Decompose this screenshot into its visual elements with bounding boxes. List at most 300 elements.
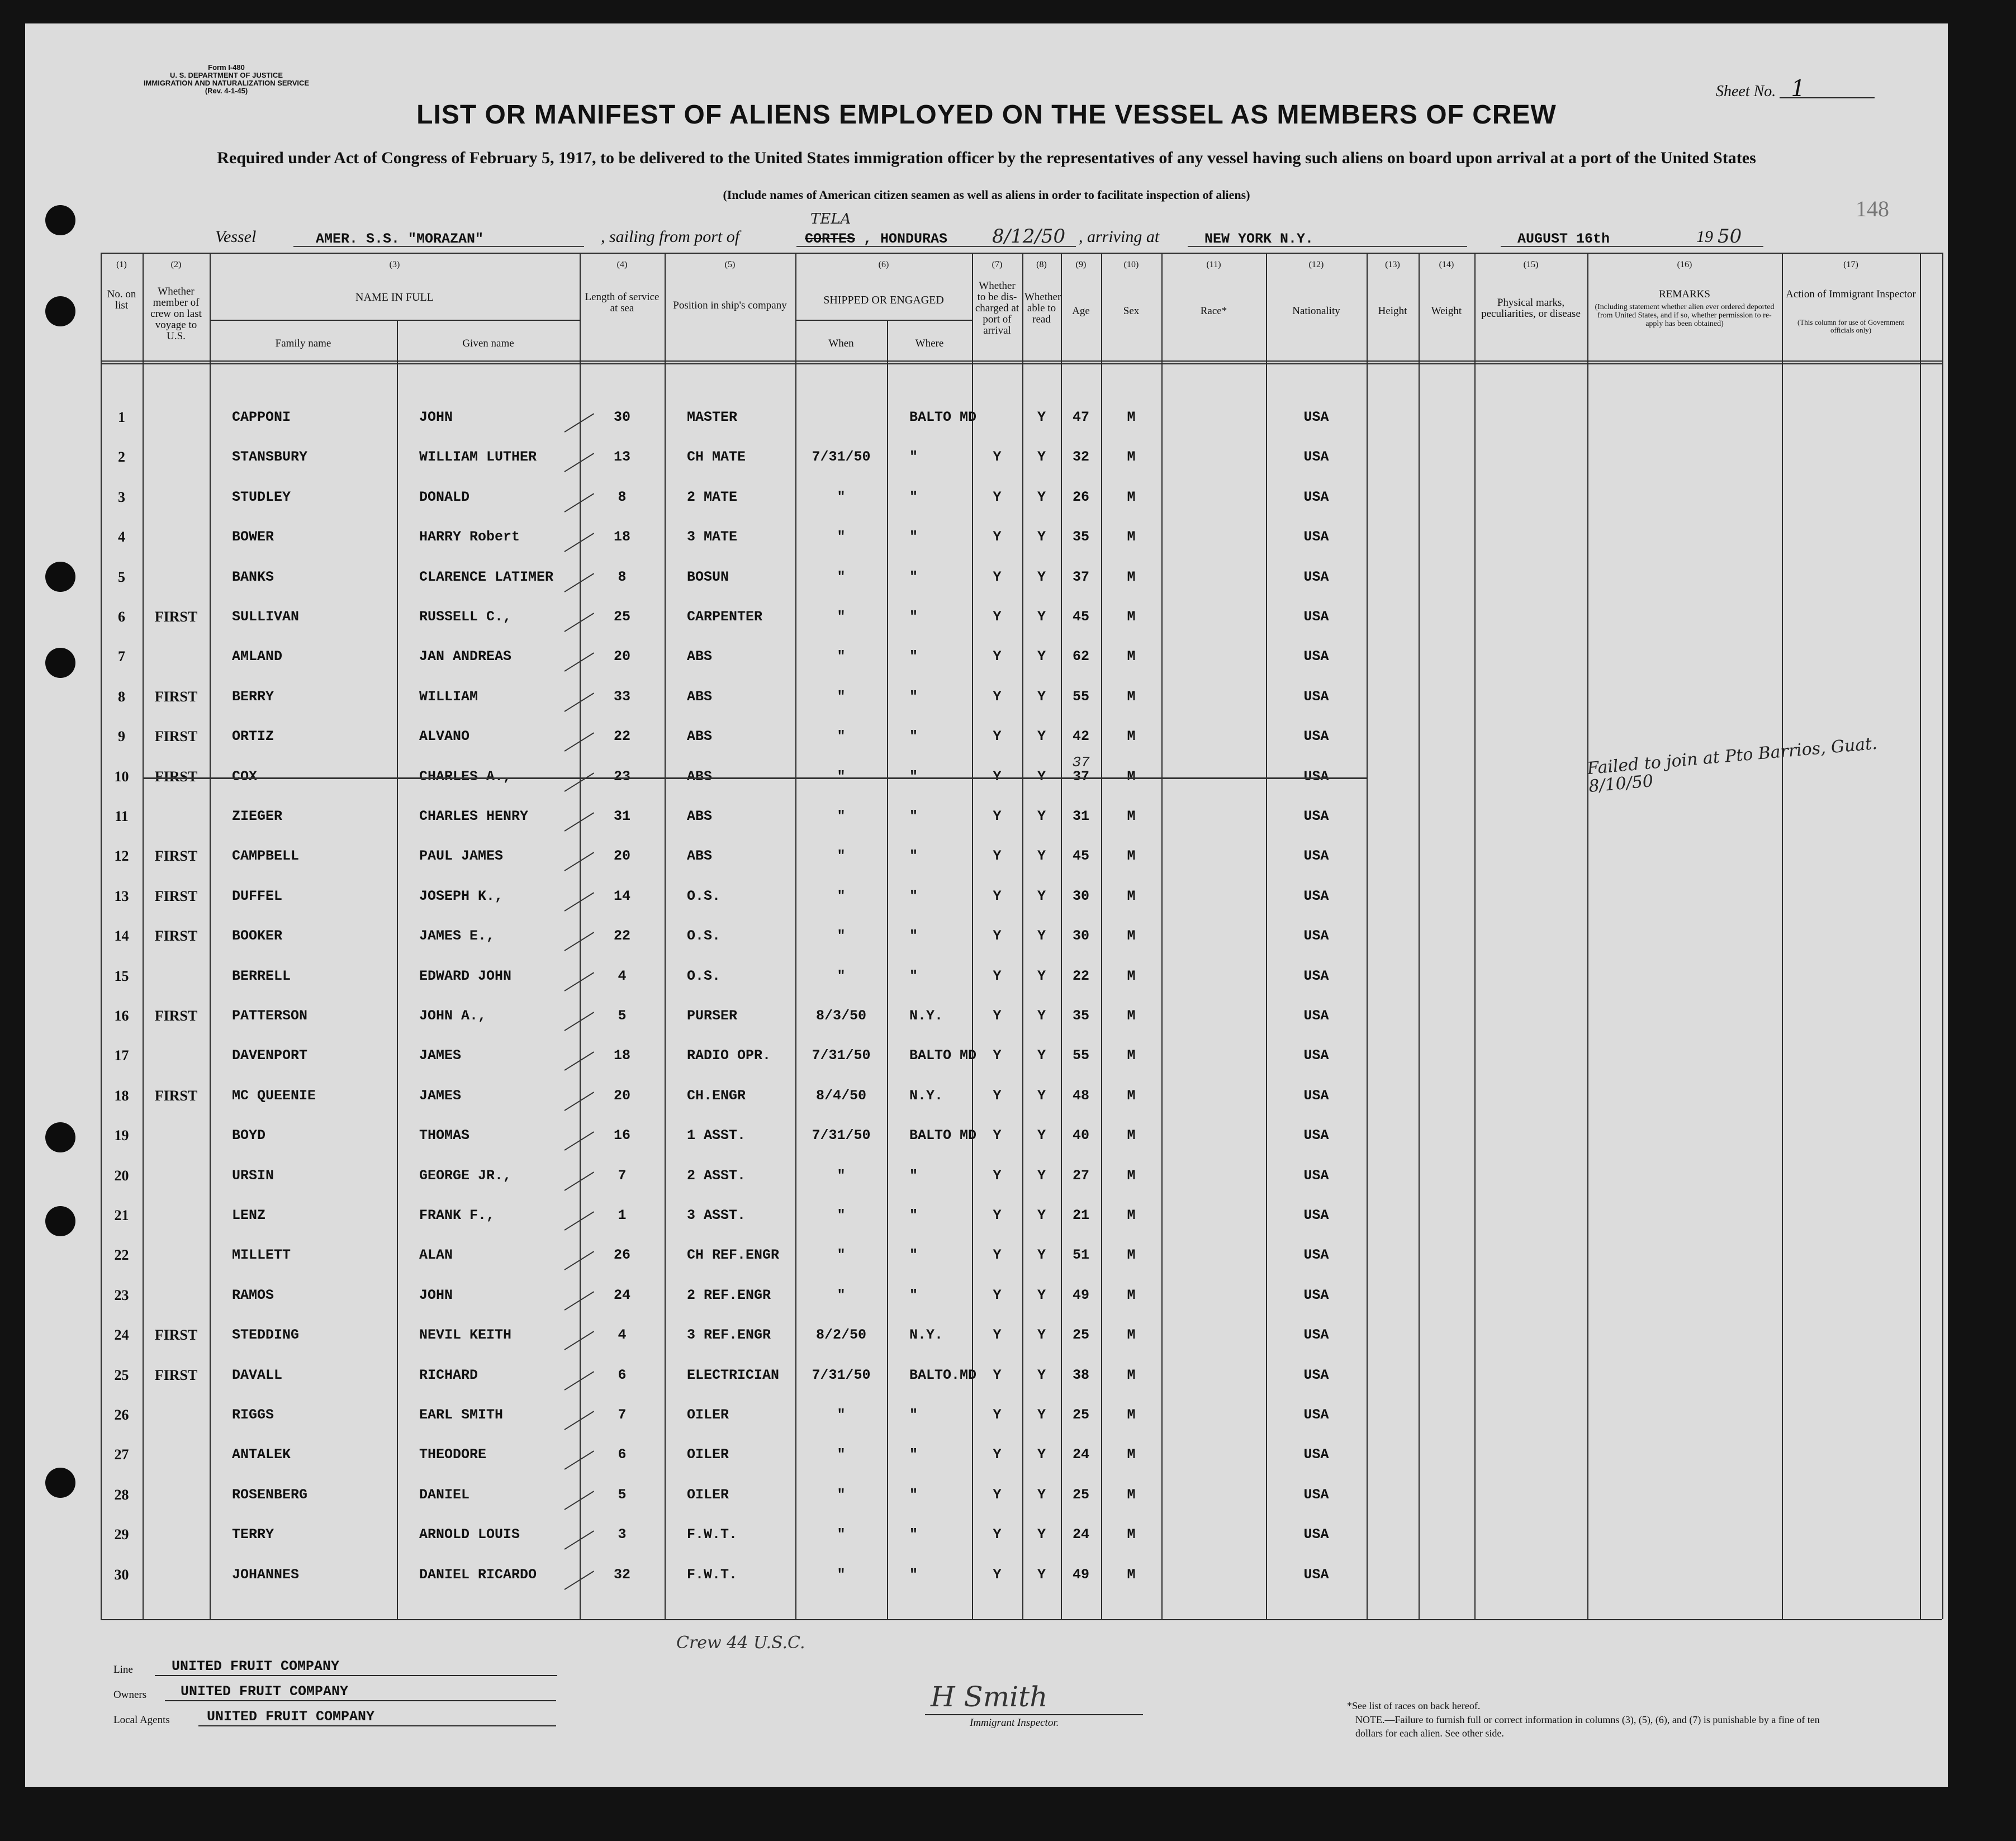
- row-sex: M: [1127, 1367, 1136, 1383]
- row-prev: FIRST: [154, 928, 198, 944]
- row-nationality: USA: [1303, 1367, 1329, 1383]
- underline: [1501, 246, 1763, 247]
- row-position: ABS: [687, 848, 713, 864]
- row-when: 7/31/50: [812, 1127, 871, 1143]
- row-service: 20: [613, 848, 630, 864]
- row-nationality: USA: [1303, 1446, 1329, 1463]
- row-sex: M: [1127, 1047, 1136, 1064]
- row-when: 8/2/50: [815, 1327, 866, 1343]
- row-when: 7/31/50: [812, 449, 871, 465]
- row-given: JOHN: [419, 1287, 453, 1303]
- row-read: Y: [1037, 1487, 1046, 1503]
- row-no: 1: [118, 409, 125, 425]
- row-prev: FIRST: [154, 1367, 198, 1383]
- row-nationality: USA: [1303, 1567, 1329, 1583]
- underline: [1188, 246, 1467, 247]
- row-sex: M: [1127, 1008, 1136, 1024]
- header-number-c16: (16): [1677, 260, 1692, 269]
- row-position: ABS: [687, 689, 713, 705]
- row-family: CAMPBELL: [232, 848, 300, 864]
- row-sex: M: [1127, 1247, 1136, 1263]
- row-given: GEORGE JR.,: [419, 1168, 512, 1184]
- row-where: ": [909, 928, 918, 944]
- row-no: 4: [118, 529, 125, 545]
- row-read: Y: [1037, 529, 1046, 545]
- header-number-c8: (8): [1036, 260, 1047, 269]
- row-no: 16: [114, 1008, 129, 1024]
- agents-value: UNITED FRUIT COMPANY: [207, 1709, 375, 1725]
- row-read: Y: [1037, 968, 1046, 984]
- row-nationality: USA: [1303, 728, 1329, 744]
- row-service: 23: [613, 768, 630, 785]
- row-prev: FIRST: [154, 728, 198, 744]
- row-no: 2: [118, 449, 125, 465]
- header-c8: Whether able to read: [1024, 291, 1061, 325]
- row-position: O.S.: [687, 888, 721, 904]
- column-rule: [210, 253, 211, 1619]
- row-service: 7: [618, 1407, 627, 1423]
- port-struck: CORTES: [805, 231, 856, 247]
- row-read: Y: [1037, 1526, 1046, 1543]
- row-read: Y: [1037, 768, 1046, 785]
- form-department: U. S. DEPARTMENT OF JUSTICE: [170, 71, 283, 79]
- agents-label: Local Agents: [113, 1714, 170, 1726]
- column-rule: [1942, 253, 1943, 1619]
- header-c1: No. on list: [107, 288, 136, 311]
- underline: [165, 1700, 556, 1701]
- row-family: STANSBURY: [232, 449, 308, 465]
- row-age: 35: [1072, 529, 1089, 545]
- row-where: ": [909, 1487, 918, 1503]
- row-discharge: Y: [993, 1327, 1002, 1343]
- row-prev: FIRST: [154, 768, 198, 785]
- row-given: FRANK F.,: [419, 1207, 495, 1223]
- row-no: 7: [118, 648, 125, 665]
- vessel-name: AMER. S.S. "MORAZAN": [316, 231, 484, 247]
- row-position: ABS: [687, 728, 713, 744]
- row-position: O.S.: [687, 968, 721, 984]
- row-service: 5: [618, 1008, 627, 1024]
- row-nationality: USA: [1303, 808, 1329, 824]
- row-position: OILER: [687, 1407, 729, 1423]
- row-no: 12: [114, 848, 129, 864]
- row-service: 18: [613, 1047, 630, 1064]
- row-service: 22: [613, 928, 630, 944]
- column-rule: [397, 320, 398, 1619]
- header-c5: Position in ship's company: [673, 300, 787, 311]
- row-age: 35: [1072, 1008, 1089, 1024]
- row-where: ": [909, 609, 918, 625]
- row-given: DANIEL: [419, 1487, 470, 1503]
- header-number-c2: (2): [170, 260, 182, 269]
- row-service: 8: [618, 489, 627, 505]
- row-family: BANKS: [232, 569, 274, 585]
- row-position: BOSUN: [687, 569, 729, 585]
- row-given: NEVIL KEITH: [419, 1327, 512, 1343]
- row-family: DUFFEL: [232, 888, 283, 904]
- row-when: ": [837, 1407, 846, 1423]
- header-c17: Action of Immigrant Inspector: [1786, 288, 1916, 300]
- row-where: ": [909, 1207, 918, 1223]
- row-where: ": [909, 968, 918, 984]
- row-service: 5: [618, 1487, 627, 1503]
- row-read: Y: [1037, 1207, 1046, 1223]
- header-c3: NAME IN FULL: [355, 291, 434, 303]
- row-service: 8: [618, 569, 627, 585]
- row-given: WILLIAM LUTHER: [419, 449, 537, 465]
- row-no: 11: [115, 808, 129, 824]
- header-c12: Nationality: [1292, 305, 1340, 317]
- row-service: 3: [618, 1526, 627, 1543]
- row-family: JOHANNES: [232, 1567, 300, 1583]
- punch-hole: [45, 1468, 75, 1498]
- row-nationality: USA: [1303, 1487, 1329, 1503]
- include-note: (Include names of American citizen seamen as well as aliens in order to facilitate inspection of aliens): [723, 188, 1250, 202]
- row-prev: FIRST: [154, 1008, 198, 1024]
- row-read: Y: [1037, 1088, 1046, 1104]
- row-nationality: USA: [1303, 569, 1329, 585]
- row-sex: M: [1127, 808, 1136, 824]
- row-discharge: Y: [993, 1008, 1002, 1024]
- row-family: BOOKER: [232, 928, 283, 944]
- table-bottom-rule: [101, 1619, 1942, 1620]
- row-no: 10: [114, 768, 129, 785]
- row-read: Y: [1037, 689, 1046, 705]
- row-position: 2 REF.ENGR: [687, 1287, 771, 1303]
- row-age: 30: [1072, 888, 1089, 904]
- row-family: AMLAND: [232, 648, 283, 665]
- owners-label: Owners: [113, 1689, 147, 1701]
- row-family: LENZ: [232, 1207, 266, 1223]
- row-where: ": [909, 768, 918, 785]
- row-age: 62: [1072, 648, 1089, 665]
- row-given: PAUL JAMES: [419, 848, 504, 864]
- port-correction: TELA: [810, 211, 851, 227]
- column-rule: [1920, 253, 1921, 1619]
- row-family: RIGGS: [232, 1407, 274, 1423]
- penalty-note: [1355, 1713, 1836, 1740]
- row-family: BERRY: [232, 689, 274, 705]
- header-c7: Whether to be dis-charged at port of arrival: [975, 280, 1019, 336]
- row-age: 24: [1072, 1446, 1089, 1463]
- row-where: BALTO MD: [909, 1127, 977, 1143]
- row-read: Y: [1037, 1247, 1046, 1263]
- row-no: 24: [114, 1327, 129, 1343]
- table-header-rule: [101, 363, 1942, 364]
- row-read: Y: [1037, 1127, 1046, 1143]
- row-where: ": [909, 689, 918, 705]
- row-where: ": [909, 848, 918, 864]
- row-age: 27: [1072, 1168, 1089, 1184]
- row-sex: M: [1127, 728, 1136, 744]
- manifest-sheet: [25, 23, 1948, 1787]
- row-family: PATTERSON: [232, 1008, 308, 1024]
- row-when: ": [837, 968, 846, 984]
- name-subheader-rule: [210, 320, 580, 321]
- row-read: Y: [1037, 609, 1046, 625]
- row-service: 4: [618, 968, 627, 984]
- row-read: Y: [1037, 848, 1046, 864]
- row-no: 30: [114, 1567, 129, 1583]
- year-suffix: 50: [1718, 225, 1742, 248]
- header-c6: SHIPPED OR ENGAGED: [823, 294, 944, 306]
- row-sex: M: [1127, 888, 1136, 904]
- row-position: 1 ASST.: [687, 1127, 746, 1143]
- header-c6a: When: [828, 338, 854, 349]
- row-age: 26: [1072, 489, 1089, 505]
- row-given: JOSEPH K.,: [419, 888, 504, 904]
- row-when: 8/3/50: [815, 1008, 866, 1024]
- column-rule: [887, 320, 888, 1619]
- row-discharge: Y: [993, 808, 1002, 824]
- row-sex: M: [1127, 609, 1136, 625]
- row-read: Y: [1037, 489, 1046, 505]
- row-family: URSIN: [232, 1168, 274, 1184]
- sheet-value: 1: [1780, 80, 1875, 98]
- row-no: 14: [114, 928, 129, 944]
- underline: [198, 1725, 556, 1726]
- row-when: ": [837, 1287, 846, 1303]
- row-nationality: USA: [1303, 489, 1329, 505]
- shipped-subheader-rule: [795, 320, 972, 321]
- form-revision: (Rev. 4-1-45): [205, 87, 248, 95]
- row-no: 13: [114, 888, 129, 904]
- row-nationality: USA: [1303, 1047, 1329, 1064]
- row-nationality: USA: [1303, 1287, 1329, 1303]
- row-nationality: USA: [1303, 529, 1329, 545]
- row-where: ": [909, 569, 918, 585]
- row-when: 8/4/50: [815, 1088, 866, 1104]
- row-service: 1: [618, 1207, 627, 1223]
- row-where: ": [909, 1567, 918, 1583]
- arrival-date: AUGUST 16th: [1517, 231, 1610, 247]
- row-when: ": [837, 848, 846, 864]
- column-rule: [665, 253, 666, 1619]
- row-discharge: Y: [993, 609, 1002, 625]
- underline: [155, 1675, 557, 1676]
- row-sex: M: [1127, 449, 1136, 465]
- row-service: 18: [613, 529, 630, 545]
- row-discharge: Y: [993, 1367, 1002, 1383]
- row-nationality: USA: [1303, 768, 1329, 785]
- row-nationality: USA: [1303, 1407, 1329, 1423]
- row-age: 38: [1072, 1367, 1089, 1383]
- header-c10: Sex: [1123, 305, 1140, 317]
- row-where: N.Y.: [909, 1088, 943, 1104]
- row-sex: M: [1127, 689, 1136, 705]
- arriving-label: , arriving at: [1079, 227, 1160, 246]
- form-identifier: [109, 64, 344, 95]
- row-service: 6: [618, 1446, 627, 1463]
- row-family: COX: [232, 768, 258, 785]
- row-prev: FIRST: [154, 1088, 198, 1104]
- header-number-c5: (5): [724, 260, 736, 269]
- row-given: EDWARD JOHN: [419, 968, 512, 984]
- punch-hole: [45, 648, 75, 678]
- header-c3b: Given name: [462, 338, 514, 349]
- row-service: 14: [613, 888, 630, 904]
- row-where: ": [909, 888, 918, 904]
- row-discharge: Y: [993, 968, 1002, 984]
- row-read: Y: [1037, 888, 1046, 904]
- row-age: 37: [1072, 768, 1089, 785]
- row-no: 23: [114, 1287, 129, 1303]
- row-given: CLARENCE LATIMER: [419, 569, 554, 585]
- row-sex: M: [1127, 1168, 1136, 1184]
- crew-note: Crew 44 U.S.C.: [676, 1633, 805, 1653]
- row-where: N.Y.: [909, 1008, 943, 1024]
- row-nationality: USA: [1303, 1247, 1329, 1263]
- row-age: 25: [1072, 1487, 1089, 1503]
- row-sex: M: [1127, 848, 1136, 864]
- row-when: 7/31/50: [812, 1367, 871, 1383]
- row-where: ": [909, 1287, 918, 1303]
- row-family: ZIEGER: [232, 808, 283, 824]
- row-where: BALTO MD: [909, 1047, 977, 1064]
- row-no: 19: [114, 1127, 129, 1143]
- row-when: 7/31/50: [812, 1047, 871, 1064]
- punch-hole: [45, 205, 75, 235]
- header-number-c3: (3): [389, 260, 400, 269]
- row-service: 4: [618, 1327, 627, 1343]
- row-family: DAVALL: [232, 1367, 283, 1383]
- row-family: STEDDING: [232, 1327, 300, 1343]
- document-subtitle: Required under Act of Congress of February 5, 1917, to be delivered to the United States immigration officer by the representatives of any vessel having such aliens on board upon arrival at a port of the United States: [217, 149, 1756, 167]
- row-age: 31: [1072, 808, 1089, 824]
- header-c9: Age: [1072, 305, 1090, 317]
- row-when: ": [837, 529, 846, 545]
- row-service: 22: [613, 728, 630, 744]
- row-no: 15: [114, 968, 129, 984]
- row-sex: M: [1127, 1287, 1136, 1303]
- note-label: NOTE.: [1355, 1714, 1385, 1725]
- row-prev: FIRST: [154, 1327, 198, 1343]
- row-where: ": [909, 449, 918, 465]
- row-service: 20: [613, 648, 630, 665]
- row-sex: M: [1127, 529, 1136, 545]
- row-age: 42: [1072, 728, 1089, 744]
- row-read: Y: [1037, 1446, 1046, 1463]
- punch-hole: [45, 296, 75, 326]
- row-where: ": [909, 728, 918, 744]
- row-position: CH REF.ENGR: [687, 1247, 780, 1263]
- header-number-c7: (7): [992, 260, 1003, 269]
- row-where: ": [909, 1247, 918, 1263]
- row-discharge: Y: [993, 888, 1002, 904]
- row-where: BALTO.MD: [909, 1367, 977, 1383]
- row-no: 20: [114, 1168, 129, 1184]
- punch-hole: [45, 1206, 75, 1236]
- row-read: Y: [1037, 728, 1046, 744]
- row-given: RICHARD: [419, 1367, 478, 1383]
- vessel-label: Vessel: [215, 227, 257, 246]
- row-read: Y: [1037, 1367, 1046, 1383]
- header-number-c12: (12): [1308, 260, 1324, 269]
- arrival-port: NEW YORK N.Y.: [1204, 231, 1314, 247]
- row-service: 25: [613, 609, 630, 625]
- sheet-number: [1716, 76, 1875, 102]
- row-nationality: USA: [1303, 1526, 1329, 1543]
- row-no: 26: [114, 1407, 129, 1423]
- row-family: BOWER: [232, 529, 274, 545]
- row-where: ": [909, 648, 918, 665]
- row-age: 55: [1072, 689, 1089, 705]
- row-age: 55: [1072, 1047, 1089, 1064]
- row-family: STUDLEY: [232, 489, 291, 505]
- row-discharge: Y: [993, 1168, 1002, 1184]
- row-nationality: USA: [1303, 689, 1329, 705]
- row-service: 13: [613, 449, 630, 465]
- row-age: 40: [1072, 1127, 1089, 1143]
- row-family: CAPPONI: [232, 409, 291, 425]
- row-when: ": [837, 689, 846, 705]
- row-prev: FIRST: [154, 848, 198, 864]
- row-nationality: USA: [1303, 1327, 1329, 1343]
- header-number-c9: (9): [1075, 260, 1087, 269]
- row-age: 49: [1072, 1567, 1089, 1583]
- row-where: ": [909, 529, 918, 545]
- row-nationality: USA: [1303, 449, 1329, 465]
- column-rule: [1419, 253, 1420, 1619]
- row-no: 29: [114, 1526, 129, 1543]
- row-family: DAVENPORT: [232, 1047, 308, 1064]
- header-c15: Physical marks, peculiarities, or disease: [1481, 297, 1581, 320]
- row-discharge: Y: [993, 489, 1002, 505]
- row10-remark: Failed to join at Pto Barrios, Guat. 8/10/50: [1586, 733, 1878, 796]
- row-position: ABS: [687, 808, 713, 824]
- table-top-rule: [101, 253, 1942, 254]
- row-no: 5: [118, 569, 125, 585]
- row-nationality: USA: [1303, 888, 1329, 904]
- row-given: THOMAS: [419, 1127, 470, 1143]
- row-given: JOHN: [419, 409, 453, 425]
- row-discharge: Y: [993, 689, 1002, 705]
- row-discharge: Y: [993, 1287, 1002, 1303]
- row-service: 16: [613, 1127, 630, 1143]
- row-position: 2 ASST.: [687, 1168, 746, 1184]
- column-rule: [1587, 253, 1588, 1619]
- header-c6b: Where: [915, 338, 944, 349]
- row-sex: M: [1127, 968, 1136, 984]
- row-read: Y: [1037, 569, 1046, 585]
- row-read: Y: [1037, 449, 1046, 465]
- row-nationality: USA: [1303, 968, 1329, 984]
- row-age: 51: [1072, 1247, 1089, 1263]
- row-family: ORTIZ: [232, 728, 274, 744]
- row-read: Y: [1037, 409, 1046, 425]
- row-when: ": [837, 1567, 846, 1583]
- row-sex: M: [1127, 1407, 1136, 1423]
- row-where: ": [909, 1446, 918, 1463]
- row-position: 2 MATE: [687, 489, 738, 505]
- row-discharge: Y: [993, 1446, 1002, 1463]
- row-age: 48: [1072, 1088, 1089, 1104]
- row-service: 30: [613, 409, 630, 425]
- row-service: 6: [618, 1367, 627, 1383]
- inspector-label: Immigrant Inspector.: [970, 1717, 1059, 1729]
- header-c17-sub: (This column for use of Government officials only): [1797, 318, 1904, 334]
- row-given: ALVANO: [419, 728, 470, 744]
- row-sex: M: [1127, 1526, 1136, 1543]
- inspector-signature: H Smith: [931, 1681, 1048, 1713]
- row-no: 22: [114, 1247, 129, 1263]
- row-given: JAMES: [419, 1088, 462, 1104]
- row-family: TERRY: [232, 1526, 274, 1543]
- column-rule: [1367, 253, 1368, 1619]
- row-discharge: Y: [993, 768, 1002, 785]
- row-when: ": [837, 1168, 846, 1184]
- row-position: PURSER: [687, 1008, 738, 1024]
